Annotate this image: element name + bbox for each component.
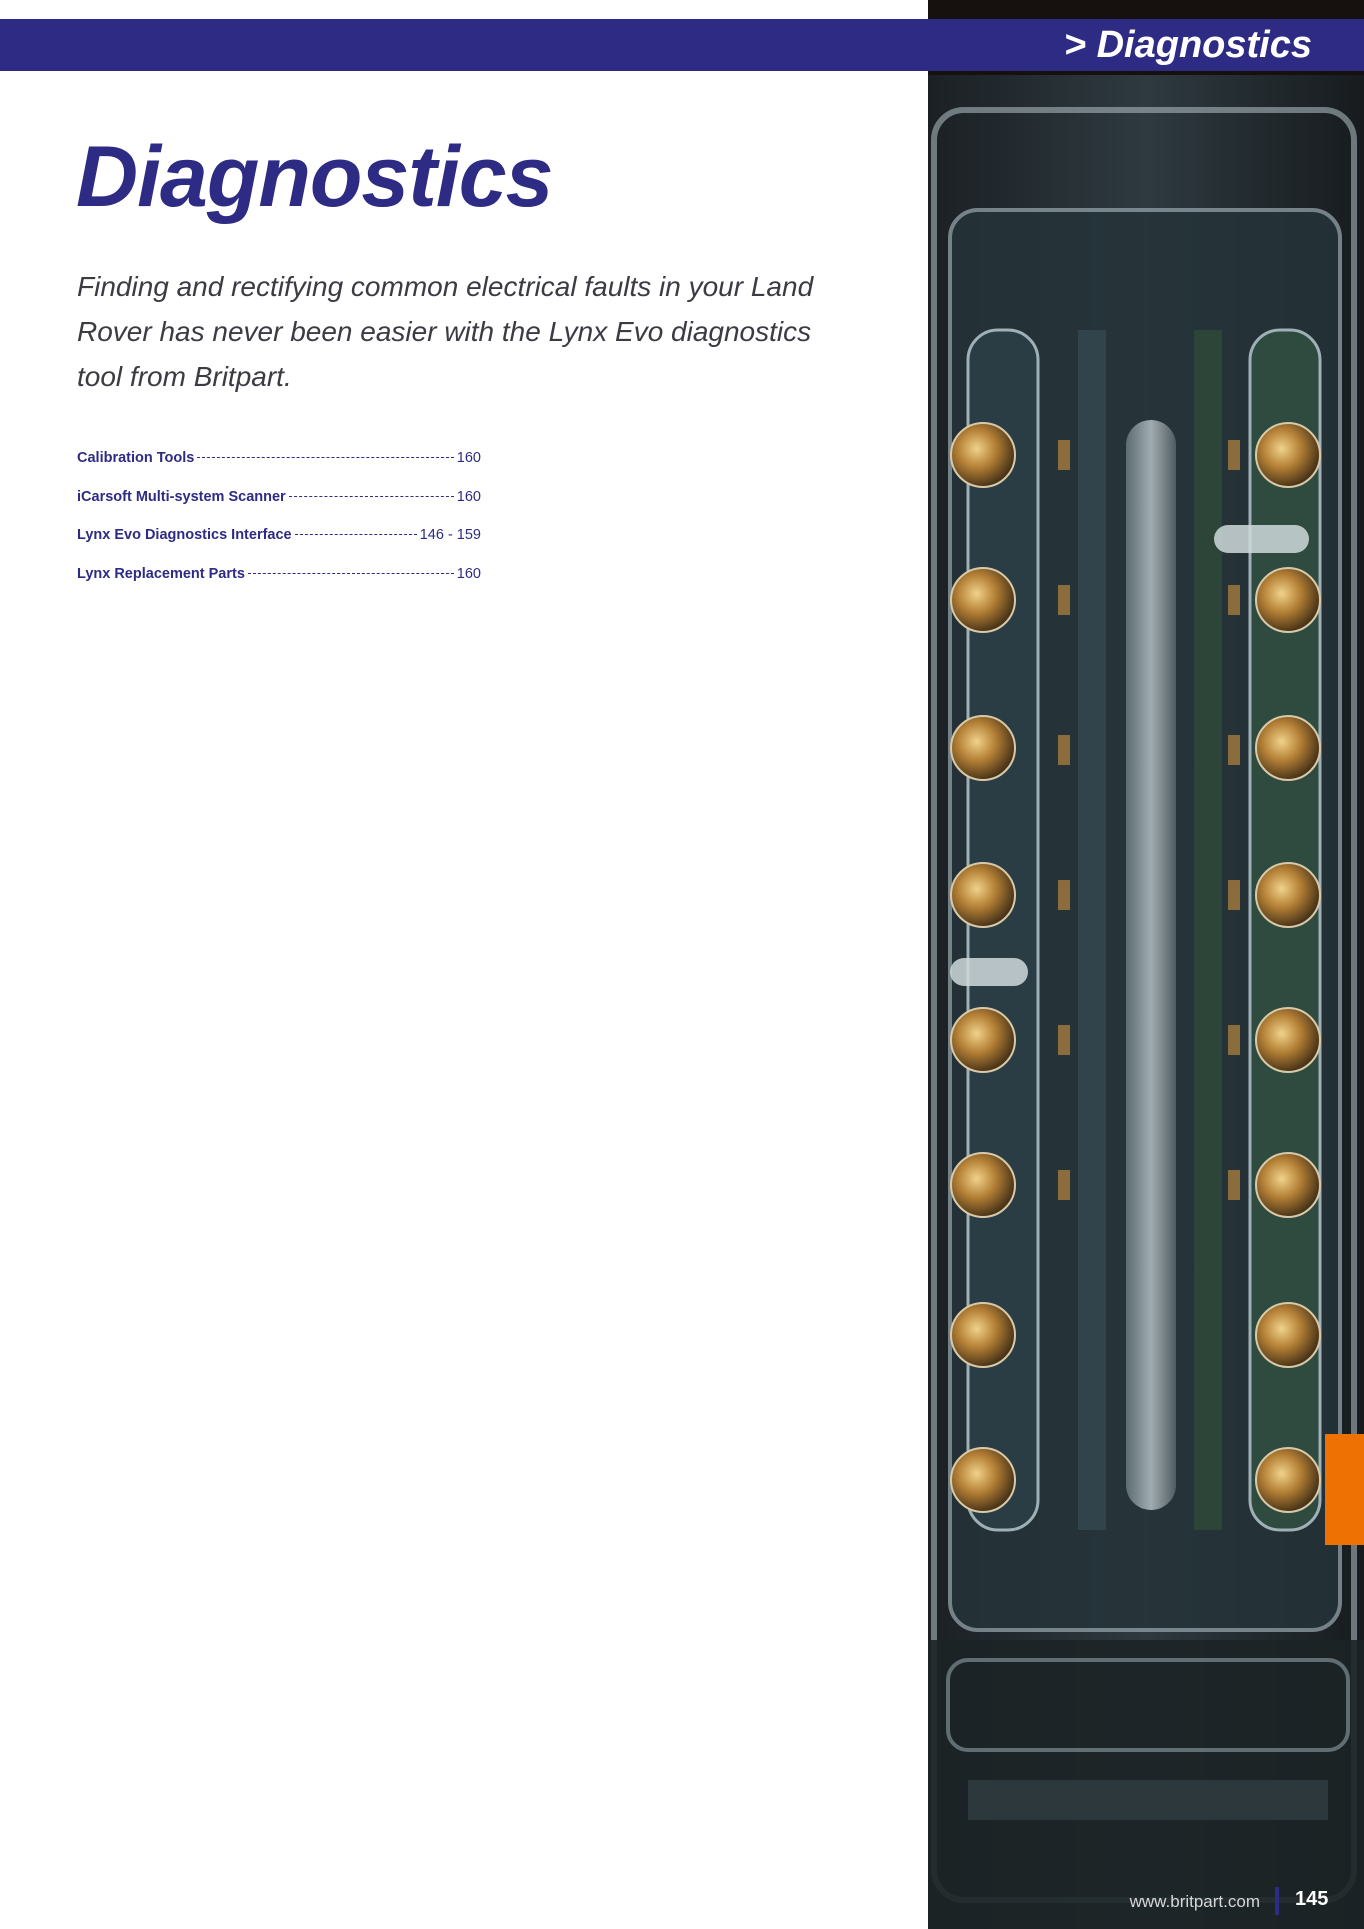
page-title: Diagnostics [76, 129, 553, 225]
toc-item-page: 160 [456, 450, 481, 466]
footer-divider [1275, 1887, 1279, 1915]
toc-item-page: 146 - 159 [419, 527, 481, 543]
toc-leader [289, 496, 454, 497]
section-label: > Diagnostics [1063, 24, 1312, 66]
toc-item[interactable] [77, 527, 481, 566]
toc-item[interactable] [77, 489, 481, 528]
toc-item-label: Lynx Evo Diagnostics Interface [77, 527, 292, 543]
table-of-contents [77, 450, 481, 604]
footer-url[interactable]: www.britpart.com [1129, 1892, 1260, 1911]
toc-item-label: Lynx Replacement Parts [77, 565, 245, 582]
toc-item-page: 160 [456, 565, 481, 582]
toc-leader [248, 573, 454, 574]
toc-leader [295, 534, 417, 535]
intro-paragraph: Finding and rectifying common electrical faults in your Land Rover has never been easier with the Lynx Evo diagnostics tool from Britpart. [77, 271, 814, 392]
toc-item[interactable] [77, 566, 481, 605]
toc-item-label: iCarsoft Multi-system Scanner [77, 488, 286, 505]
section-color-tab [1325, 1434, 1364, 1545]
toc-leader [197, 457, 453, 458]
toc-item[interactable] [77, 450, 481, 489]
toc-item-label: Calibration Tools [77, 450, 195, 466]
connector-photo [928, 0, 1364, 1929]
page-number: 145 [1295, 1888, 1329, 1910]
toc-item-page: 160 [456, 488, 481, 505]
